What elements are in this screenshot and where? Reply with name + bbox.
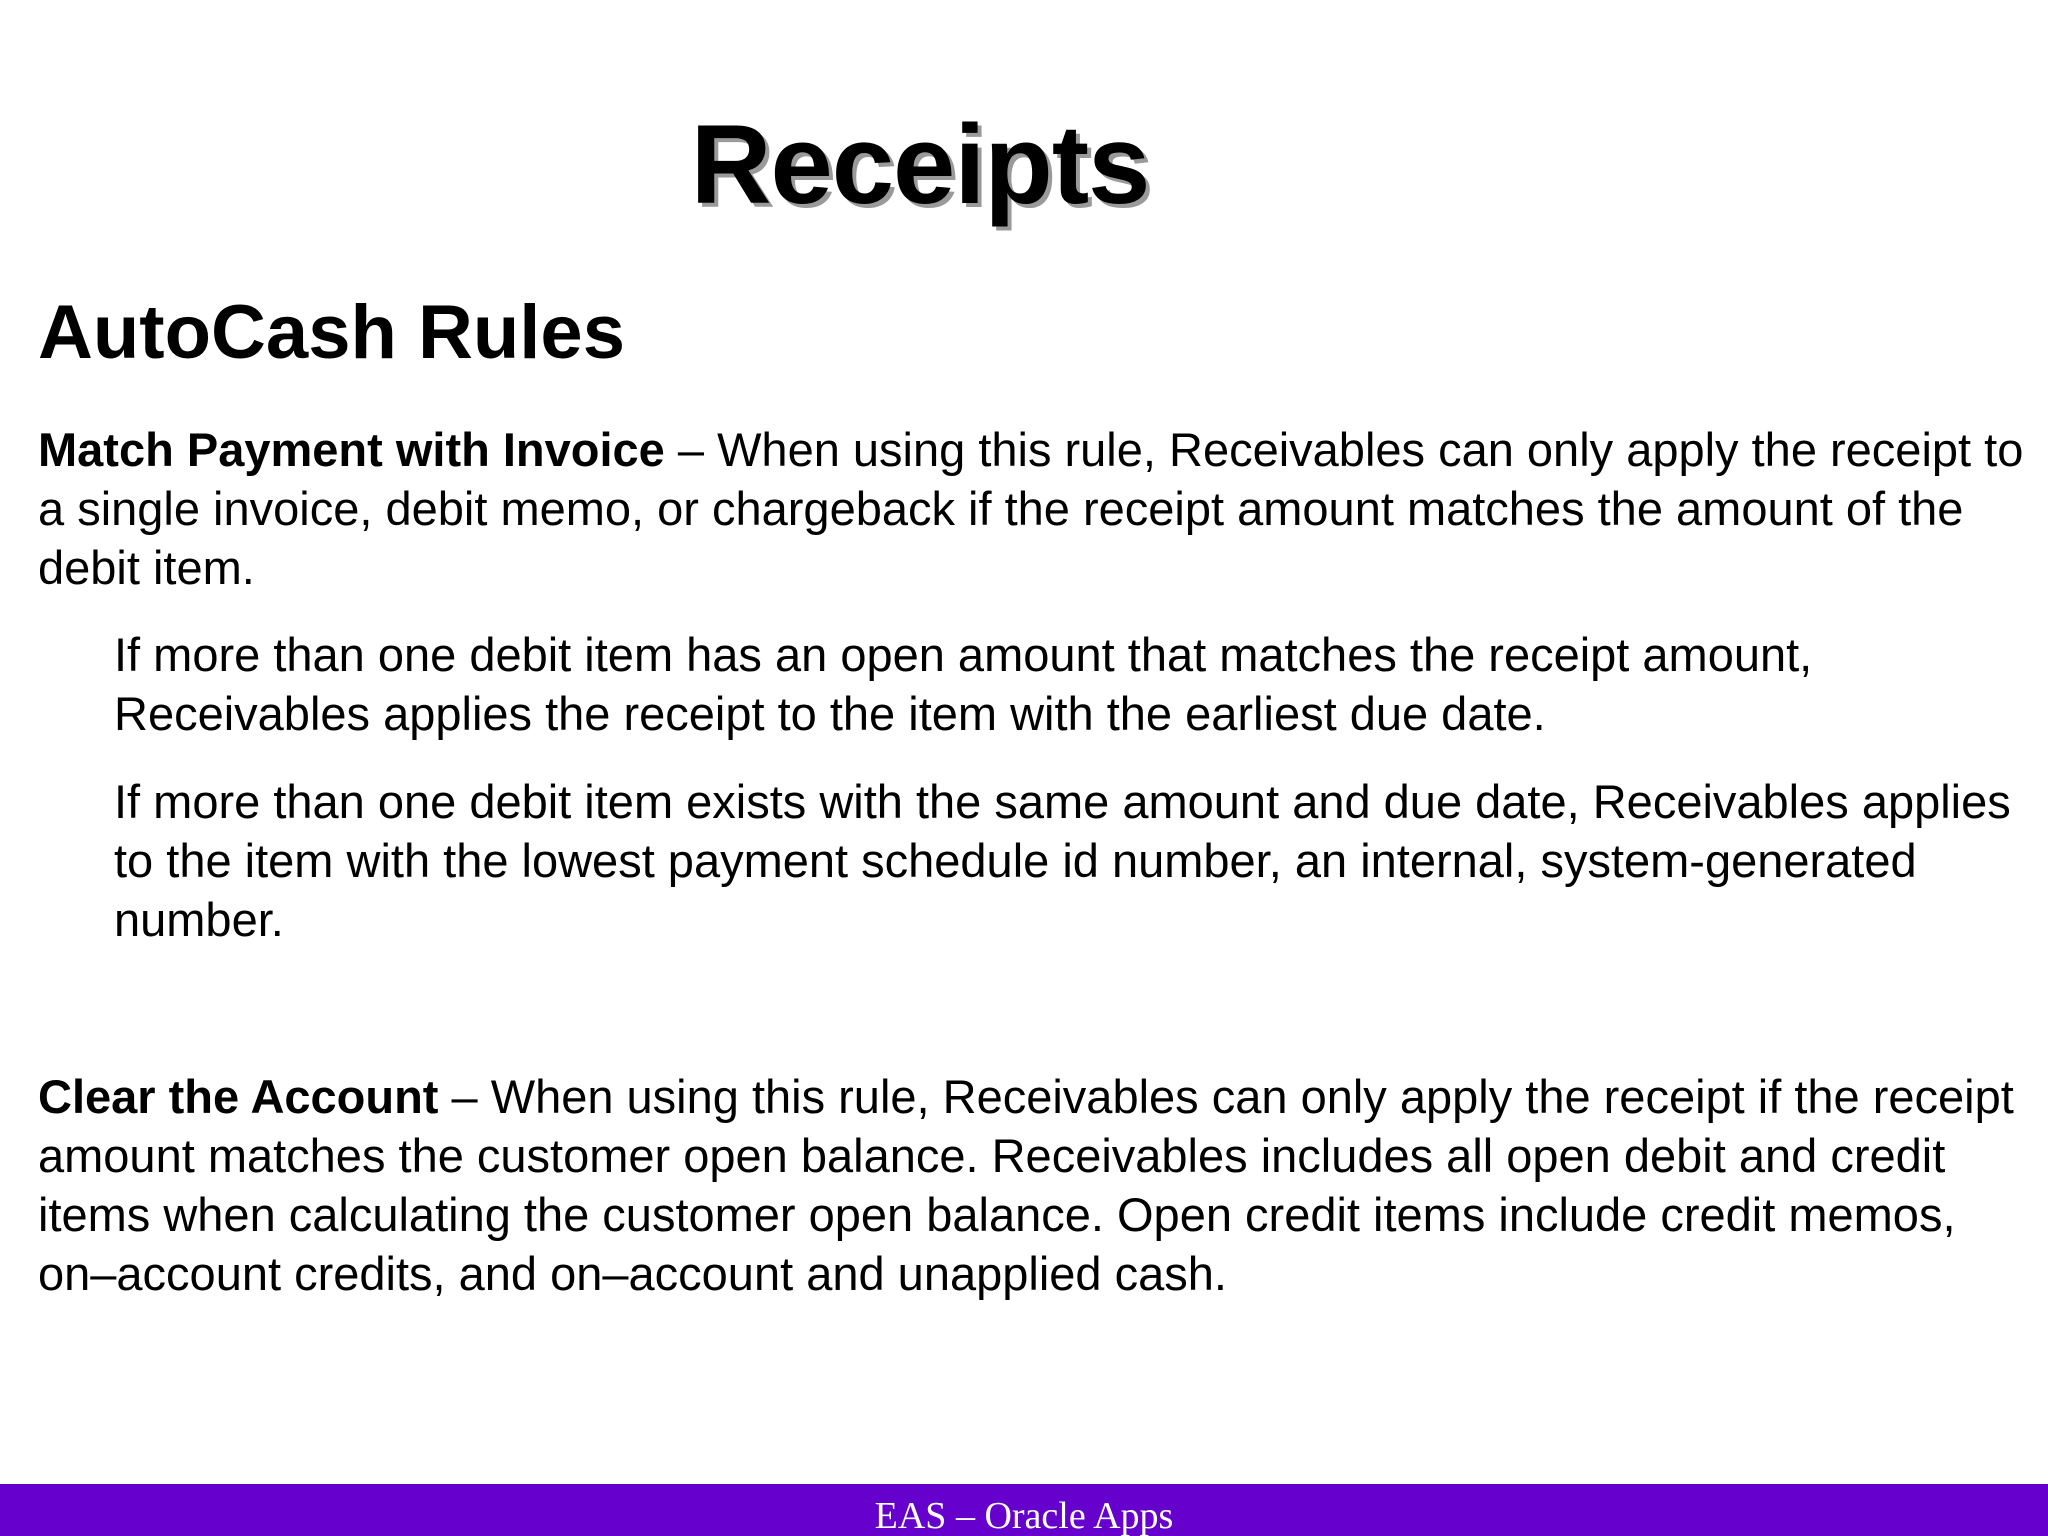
rule-term: Clear the Account — [38, 1070, 439, 1123]
rule-clear-account — [38, 1067, 2028, 1303]
rule-term: Match Payment with Invoice — [38, 423, 665, 476]
rule-match-payment — [38, 420, 2028, 597]
sub-point: If more than one debit item has an open amount that matches the receipt amount, Receivables applies the receipt to the item with the earliest due date. — [114, 628, 1813, 740]
footer-text: EAS – Oracle Apps — [874, 1495, 1174, 1536]
slide-title: Receipts — [690, 102, 1150, 227]
section-heading: AutoCash Rules — [38, 290, 625, 375]
rule-description: – When using this rule, Receivables can only apply the receipt to a single invoice, debit memo, or chargeback if the receipt amount matches the amount of the debit item. — [38, 423, 2024, 594]
rule-description: – When using this rule, Receivables can only apply the receipt if the receipt amount matches the customer open balance. Receivables includes all open debit and credit items when calculating the customer open balance. Open credit items include credit memos, on–account credits, and on–account and unapplied cash. — [38, 1070, 2014, 1300]
sub-point: If more than one debit item exists with the same amount and due date, Receivables applies to the item with the lowest payment schedule id number, an internal, system-generated number. — [114, 775, 2011, 946]
